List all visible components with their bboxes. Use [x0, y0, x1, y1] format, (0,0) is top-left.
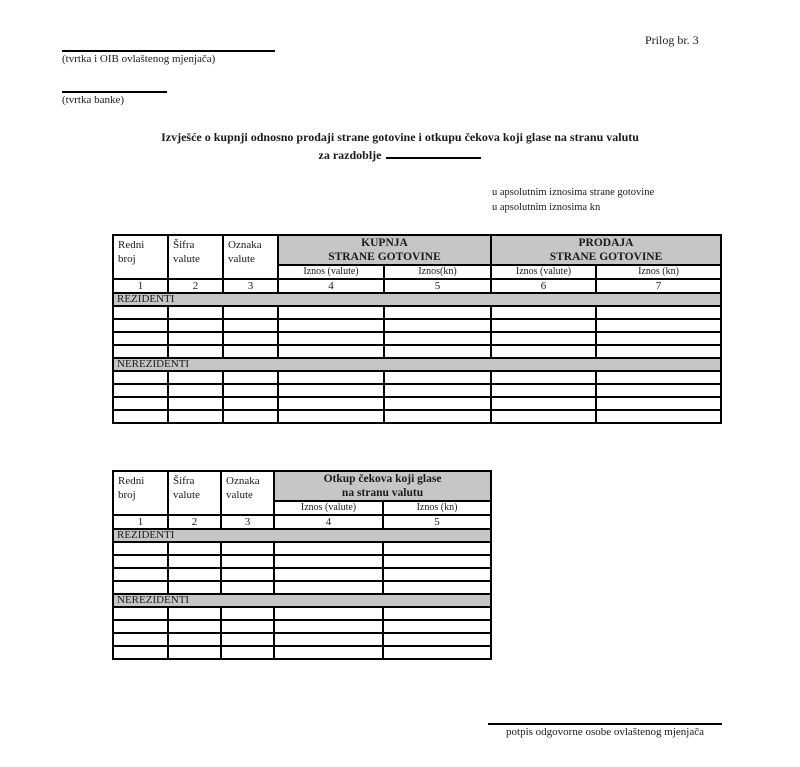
empty-cell: [168, 607, 221, 620]
col-header-sifra-valute: Šifra valute: [168, 235, 223, 279]
empty-cell: [221, 633, 274, 646]
col-number: 5: [384, 279, 491, 293]
empty-cell: [274, 620, 383, 633]
empty-cell: [278, 384, 384, 397]
empty-cell: [223, 319, 278, 332]
column-number-row: [113, 515, 491, 529]
empty-cell: [168, 319, 223, 332]
col-header-redni-broj: Redni broj: [113, 235, 168, 279]
empty-cell: [278, 371, 384, 384]
empty-cell: [113, 568, 168, 581]
subheader-iznos-valute-kupnja: Iznos (valute): [278, 265, 384, 279]
subheader-iznos-valute: Iznos (valute): [274, 501, 383, 515]
empty-cell: [223, 410, 278, 423]
empty-cell: [596, 384, 721, 397]
col-number: 7: [596, 279, 721, 293]
empty-cell: [113, 646, 168, 659]
bank-field: [62, 91, 167, 107]
empty-cell: [383, 542, 491, 555]
subheader-iznos-kn: Iznos (kn): [383, 501, 491, 515]
col-number: 2: [168, 515, 221, 529]
empty-cell: [113, 306, 168, 319]
empty-cell: [274, 646, 383, 659]
empty-cell: [274, 568, 383, 581]
group-header-otkup-cekova: Otkup čekova koji glase na stranu valutu: [274, 471, 491, 501]
nerezidenti-section: [113, 358, 721, 423]
group-header-kupnja: KUPNJA STRANE GOTOVINE: [278, 235, 491, 265]
nerezidenti-section: [113, 594, 491, 659]
empty-cell: [274, 633, 383, 646]
table-row: [113, 345, 721, 358]
empty-cell: [168, 384, 223, 397]
signature-fill-line: [488, 723, 722, 725]
empty-cell: [278, 306, 384, 319]
empty-cell: [596, 371, 721, 384]
empty-cell: [168, 555, 221, 568]
empty-cell: [113, 410, 168, 423]
col-header-oznaka-valute: Oznaka valute: [223, 235, 278, 279]
section-band-row: [113, 358, 721, 371]
table-row: [113, 581, 491, 594]
empty-cell: [274, 607, 383, 620]
report-period: [10, 148, 790, 163]
table-row: [113, 620, 491, 633]
empty-cell: [278, 397, 384, 410]
empty-cell: [491, 371, 596, 384]
empty-cell: [491, 397, 596, 410]
report-title: Izvješće o kupnji odnosno prodaji strane gotovine i otkupu čekova koji glase na stranu valutu: [161, 130, 639, 144]
empty-cell: [491, 345, 596, 358]
empty-cell: [223, 306, 278, 319]
table-header-row: [113, 471, 491, 501]
empty-cell: [596, 319, 721, 332]
group-header-prodaja: PRODAJA STRANE GOTOVINE: [491, 235, 721, 265]
note-foreign-amounts: u apsolutnim iznosima strane gotovine: [492, 187, 655, 198]
empty-cell: [113, 633, 168, 646]
col-number: 4: [274, 515, 383, 529]
col-header-sifra-valute: Šifra valute: [168, 471, 221, 515]
table-row: [113, 542, 491, 555]
signature-label: potpis odgovorne osobe ovlaštenog mjenjača: [506, 726, 704, 738]
report-title-block: [10, 130, 790, 163]
empty-cell: [113, 384, 168, 397]
empty-cell: [113, 319, 168, 332]
empty-cell: [384, 319, 491, 332]
col-number: 4: [278, 279, 384, 293]
empty-cell: [274, 581, 383, 594]
empty-cell: [383, 633, 491, 646]
bank-field-label: (tvrtka banke): [62, 94, 124, 106]
empty-cell: [274, 555, 383, 568]
empty-cell: [221, 568, 274, 581]
cheque-redemption-table: [112, 470, 492, 660]
empty-cell: [278, 319, 384, 332]
empty-cell: [168, 410, 223, 423]
section-header-nerezidenti: NEREZIDENTI: [113, 594, 491, 607]
empty-cell: [491, 410, 596, 423]
empty-cell: [113, 555, 168, 568]
empty-cell: [384, 371, 491, 384]
empty-cell: [383, 581, 491, 594]
empty-cell: [221, 555, 274, 568]
col-number: 6: [491, 279, 596, 293]
empty-cell: [278, 332, 384, 345]
empty-cell: [168, 581, 221, 594]
empty-cell: [113, 397, 168, 410]
table-row: [113, 319, 721, 332]
section-header-nerezidenti: NEREZIDENTI: [113, 358, 721, 371]
empty-cell: [383, 568, 491, 581]
table-row: [113, 371, 721, 384]
empty-cell: [596, 345, 721, 358]
company-field-label: (tvrtka i OIB ovlaštenog mjenjača): [62, 53, 216, 65]
empty-cell: [383, 620, 491, 633]
empty-cell: [113, 620, 168, 633]
empty-cell: [384, 410, 491, 423]
section-header-rezidenti: REZIDENTI: [113, 293, 721, 306]
empty-cell: [168, 646, 221, 659]
table-row: [113, 410, 721, 423]
empty-cell: [384, 384, 491, 397]
empty-cell: [221, 620, 274, 633]
empty-cell: [168, 397, 223, 410]
empty-cell: [113, 332, 168, 345]
empty-cell: [491, 306, 596, 319]
table-row: [113, 397, 721, 410]
empty-cell: [384, 345, 491, 358]
empty-cell: [168, 332, 223, 345]
section-band-row: [113, 594, 491, 607]
col-number: 3: [223, 279, 278, 293]
note-kn-amounts: u apsolutnim iznosima kn: [492, 201, 601, 213]
rezidenti-section: [113, 529, 491, 594]
rezidenti-section: [113, 293, 721, 358]
section-band-row: [113, 529, 491, 542]
empty-cell: [221, 581, 274, 594]
table-row: [113, 568, 491, 581]
cash-purchase-sale-table: [112, 234, 722, 424]
signature-field: [488, 723, 722, 739]
table-row: [113, 607, 491, 620]
empty-cell: [384, 397, 491, 410]
empty-cell: [596, 397, 721, 410]
empty-cell: [278, 410, 384, 423]
empty-cell: [223, 371, 278, 384]
empty-cell: [113, 581, 168, 594]
table-row: [113, 306, 721, 319]
col-header-oznaka-valute: Oznaka valute: [221, 471, 274, 515]
column-number-row: [113, 279, 721, 293]
col-number: 1: [113, 279, 168, 293]
table-row: [113, 646, 491, 659]
empty-cell: [113, 371, 168, 384]
empty-cell: [596, 306, 721, 319]
empty-cell: [384, 332, 491, 345]
empty-cell: [168, 568, 221, 581]
empty-cell: [221, 607, 274, 620]
subheader-iznos-kn-prodaja: Iznos (kn): [596, 265, 721, 279]
empty-cell: [223, 332, 278, 345]
table-row: [113, 555, 491, 568]
bank-fill-line: [62, 91, 167, 93]
col-number: 3: [221, 515, 274, 529]
empty-cell: [383, 646, 491, 659]
empty-cell: [168, 371, 223, 384]
empty-cell: [596, 332, 721, 345]
empty-cell: [278, 345, 384, 358]
section-header-rezidenti: REZIDENTI: [113, 529, 491, 542]
table-header-row: [113, 235, 721, 265]
amount-notes: [492, 186, 654, 215]
subheader-iznos-valute-prodaja: Iznos (valute): [491, 265, 596, 279]
col-header-redni-broj: Redni broj: [113, 471, 168, 515]
company-field: [62, 50, 275, 66]
empty-cell: [223, 397, 278, 410]
col-number: 2: [168, 279, 223, 293]
attachment-number: Prilog br. 3: [645, 33, 699, 47]
col-number: 1: [113, 515, 168, 529]
table-row: [113, 633, 491, 646]
empty-cell: [168, 620, 221, 633]
empty-cell: [168, 345, 223, 358]
empty-cell: [168, 306, 223, 319]
empty-cell: [383, 555, 491, 568]
empty-cell: [384, 306, 491, 319]
empty-cell: [596, 410, 721, 423]
empty-cell: [223, 384, 278, 397]
section-band-row: [113, 293, 721, 306]
period-label: za razdoblje: [318, 148, 382, 162]
empty-cell: [491, 319, 596, 332]
empty-cell: [223, 345, 278, 358]
empty-cell: [221, 542, 274, 555]
subheader-iznos-kn-kupnja: Iznos(kn): [384, 265, 491, 279]
empty-cell: [113, 542, 168, 555]
col-number: 5: [383, 515, 491, 529]
empty-cell: [168, 633, 221, 646]
company-fill-line: [62, 50, 275, 52]
table-row: [113, 332, 721, 345]
period-fill-line: [386, 148, 481, 159]
table-row: [113, 384, 721, 397]
empty-cell: [168, 542, 221, 555]
empty-cell: [274, 542, 383, 555]
empty-cell: [113, 345, 168, 358]
empty-cell: [491, 384, 596, 397]
empty-cell: [221, 646, 274, 659]
empty-cell: [383, 607, 491, 620]
empty-cell: [113, 607, 168, 620]
empty-cell: [491, 332, 596, 345]
